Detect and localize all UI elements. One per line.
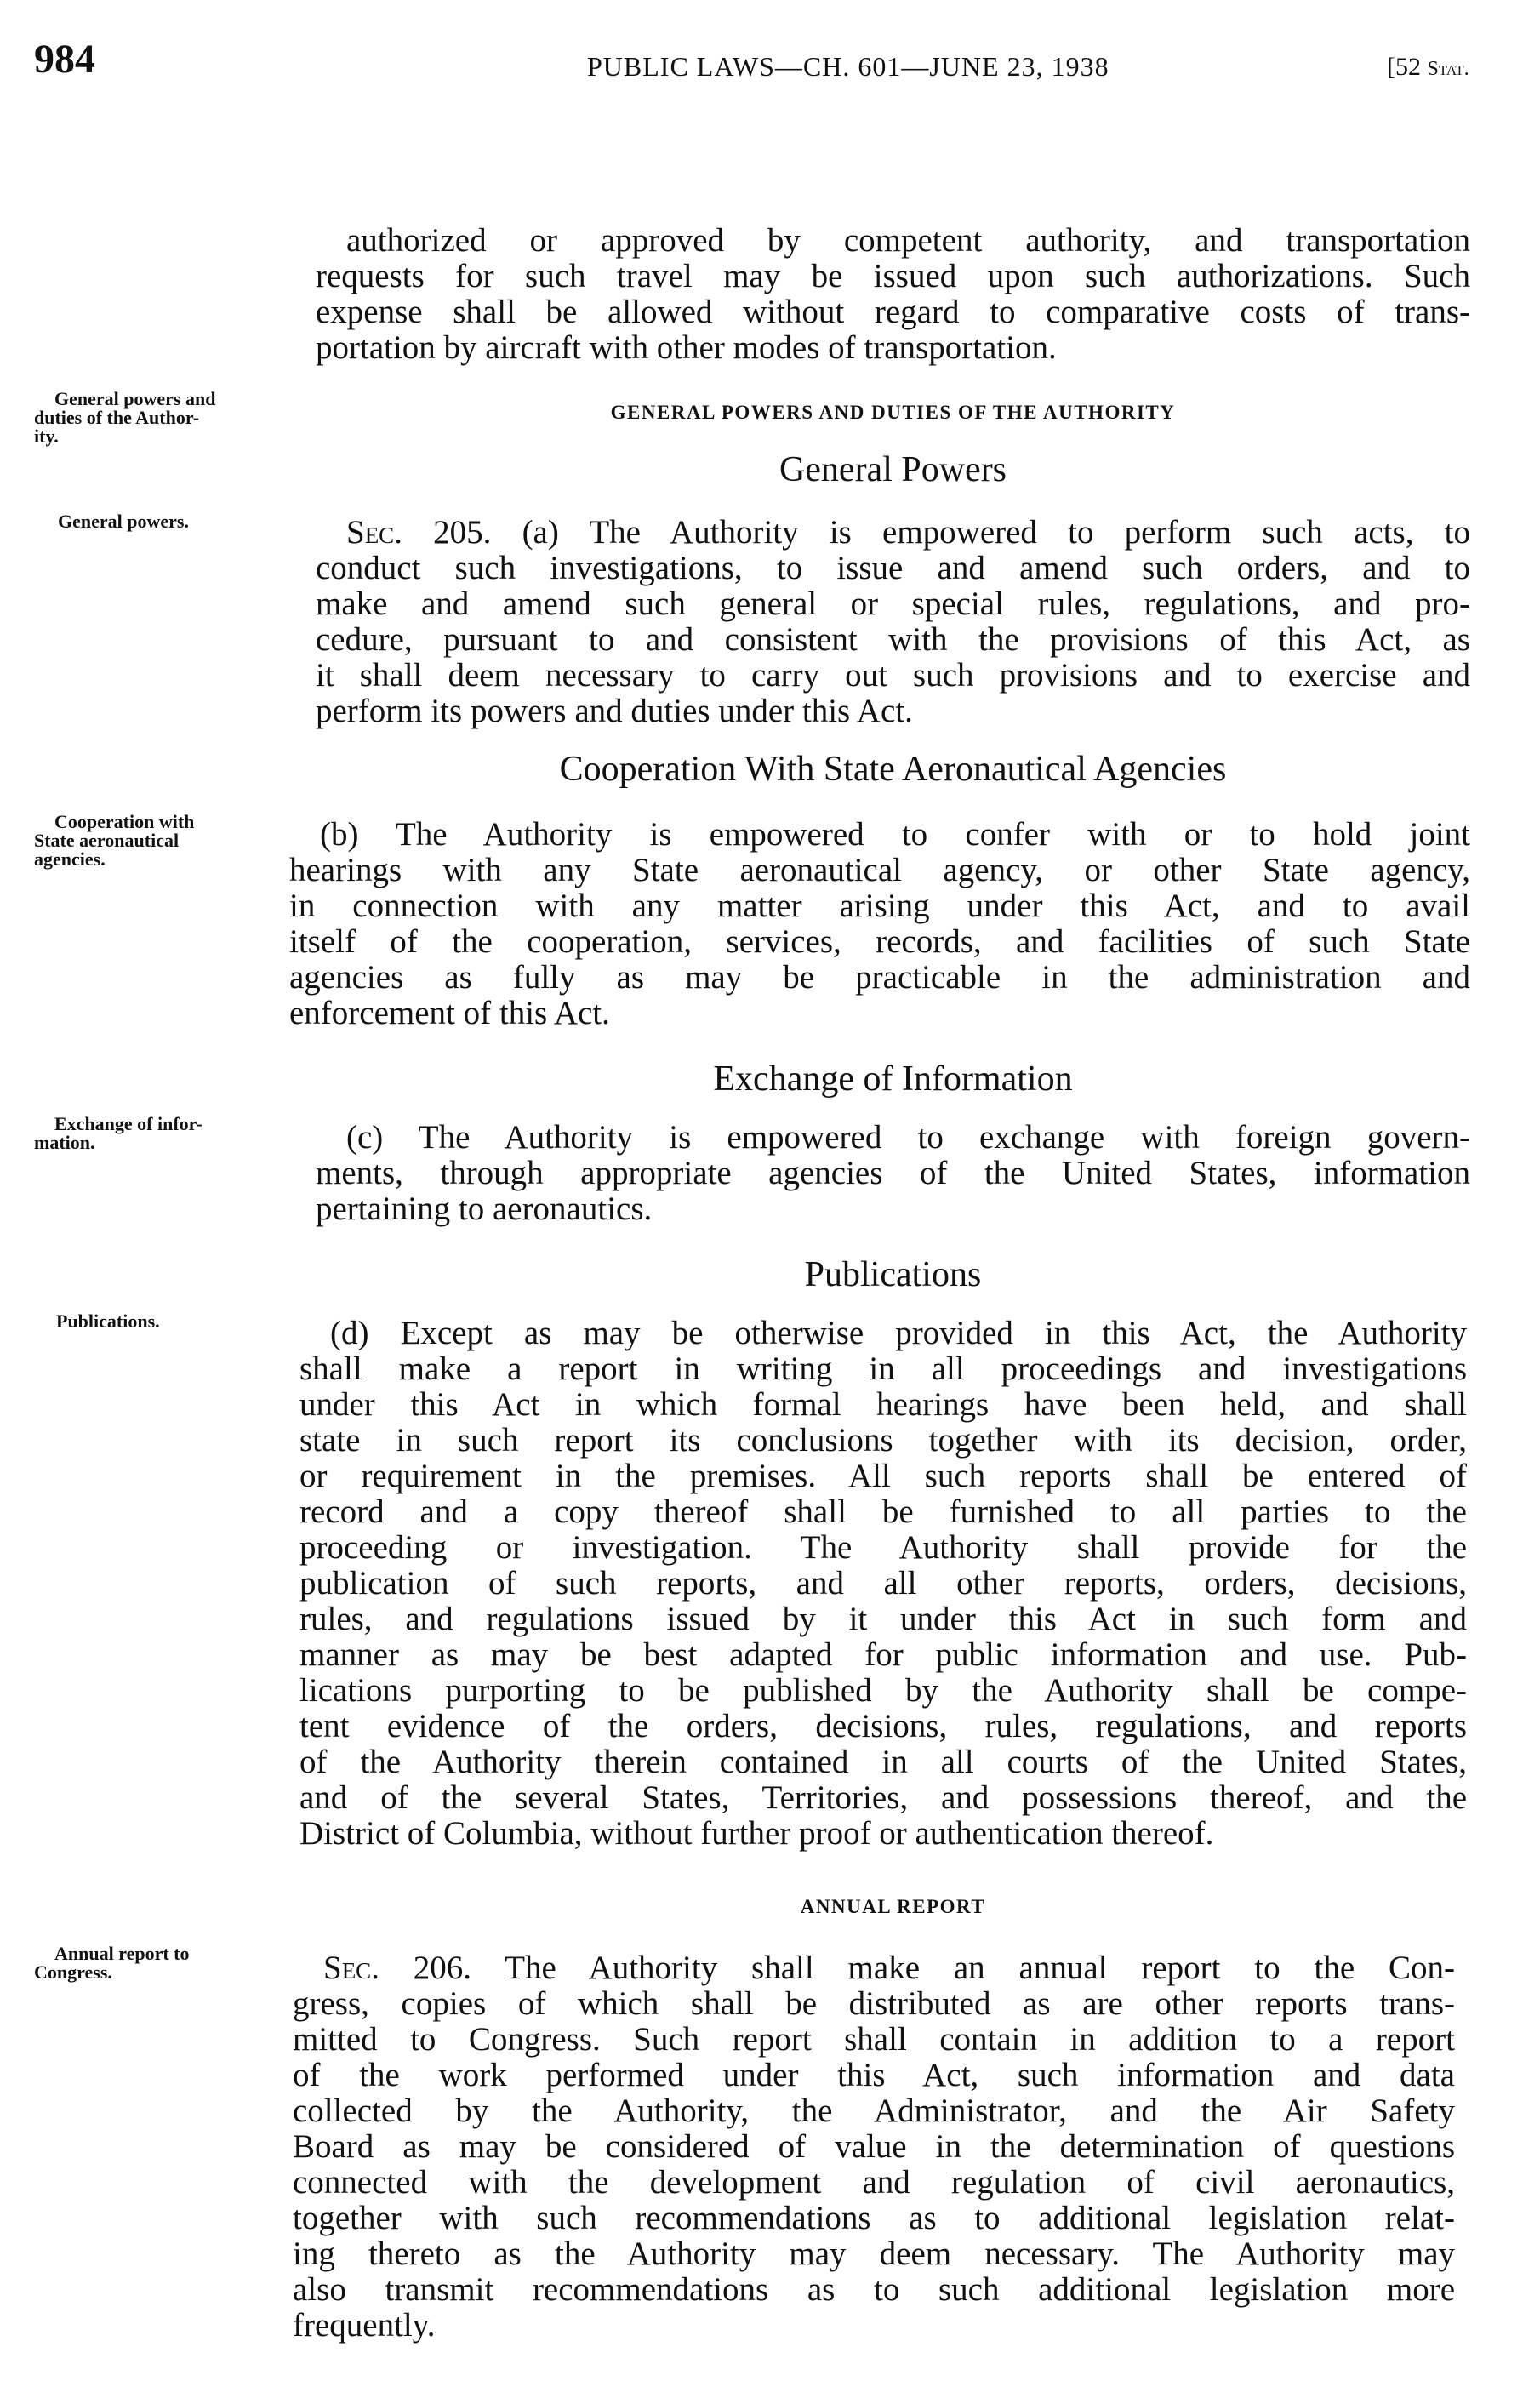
- margin-note-general-powers-duties: [34, 390, 289, 446]
- text-line: authorized or approved by competent authority, and transportation: [346, 222, 1470, 259]
- text-line: itself of the cooperation, services, records, and facilities of such State: [289, 923, 1470, 960]
- text-line: together with such recommendations as to additional legislation relat-: [293, 2200, 1455, 2236]
- stat-bracket: [52: [1387, 53, 1428, 81]
- text-line: also transmit recommendations as to such additional legislation more: [293, 2271, 1455, 2308]
- text-line: enforcement of this Act.: [289, 995, 610, 1031]
- heading-annual-report: ANNUAL REPORT: [800, 1896, 986, 1917]
- line-text: 206. The Authority shall make an annual report to the Con-: [379, 1950, 1455, 1986]
- text-line: expense shall be allowed without regard to comparative costs of trans-: [316, 294, 1470, 330]
- subheading-publications: Publications: [804, 1255, 982, 1294]
- text-line: [316, 515, 1470, 551]
- line-text: 205. (a) The Authority is empowered to perform such acts, to: [402, 514, 1470, 551]
- text-line: (b) The Authority is empowered to confer with or to hold joint: [320, 816, 1470, 853]
- margin-note-line: Cooperation with: [54, 811, 195, 832]
- paragraph-d: [299, 1316, 1467, 1852]
- subheading-cooperation: Cooperation With State Aeronautical Agencies: [559, 750, 1227, 789]
- margin-note-line: Exchange of infor-: [54, 1113, 202, 1134]
- text-line: ments, through appropriate agencies of the United States, information: [316, 1155, 1470, 1191]
- margin-note-line: State aeronautical: [34, 830, 180, 851]
- text-line: proceeding or investigation. The Authority shall provide for the: [299, 1529, 1467, 1566]
- margin-note-line: duties of the Author-: [34, 407, 200, 428]
- text-line: record and a copy thereof shall be furnished to all parties to the: [299, 1493, 1467, 1530]
- text-line: shall make a report in writing in all proceedings and investigations: [299, 1350, 1467, 1387]
- text-line: publication of such reports, and all other reports, orders, decisions,: [299, 1565, 1467, 1602]
- text-line: conduct such investigations, to issue and amend such orders, and to: [316, 550, 1470, 586]
- heading-general-powers-duties: GENERAL POWERS AND DUTIES OF THE AUTHORITY: [610, 402, 1176, 423]
- text-line: pertaining to aeronautics.: [316, 1190, 653, 1227]
- text-line: or requirement in the premises. All such reports shall be entered of: [299, 1458, 1467, 1494]
- margin-note-line: Congress.: [34, 1961, 112, 1983]
- text-line: requests for such travel may be issued upon such authorizations. Such: [316, 258, 1470, 294]
- text-line: lications purporting to be published by the Authority shall be compe-: [299, 1672, 1467, 1709]
- text-line: frequently.: [293, 2307, 436, 2344]
- text-line: Board as may be considered of value in the determination of questions: [293, 2128, 1455, 2165]
- paragraph-intro: [316, 223, 1470, 366]
- text-line: tent evidence of the orders, decisions, rules, regulations, and reports: [299, 1708, 1467, 1744]
- text-line: agencies as fully as may be practicable in the administration and: [289, 959, 1470, 996]
- margin-note-annual-report: [34, 1944, 289, 1982]
- running-head: PUBLIC LAWS—CH. 601—JUNE 23, 1938: [587, 51, 1109, 82]
- paragraph-sec-206: [293, 1950, 1455, 2344]
- page-number: 984: [34, 37, 95, 82]
- text-line: make and amend such general or special rules, regulations, and pro-: [316, 585, 1470, 622]
- margin-note-line: Annual report to: [54, 1943, 190, 1964]
- text-line: in connection with any matter arising under this Act, and to avail: [289, 888, 1470, 924]
- text-line: gress, copies of which shall be distributed as are other reports trans-: [293, 1985, 1455, 2022]
- text-line: District of Columbia, without further proof or authentication thereof.: [299, 1815, 1214, 1852]
- section-prefix: Sec.: [346, 514, 402, 551]
- margin-note-line: mation.: [34, 1132, 95, 1153]
- text-line: hearings with any State aeronautical agency, or other State agency,: [289, 852, 1470, 888]
- text-line: state in such report its conclusions together with its decision, order,: [299, 1422, 1467, 1459]
- margin-note-publications: Publications.: [56, 1310, 160, 1332]
- paragraph-c: [316, 1120, 1470, 1227]
- text-line: ing thereto as the Authority may deem necessary. The Authority may: [293, 2235, 1455, 2272]
- text-line: rules, and regulations issued by it under this Act in such form and: [299, 1601, 1467, 1637]
- text-line: perform its powers and duties under this Act.: [316, 693, 913, 729]
- statute-reference: [1387, 53, 1469, 82]
- margin-note-line: General powers and: [54, 388, 216, 409]
- text-line: under this Act in which formal hearings have been held, and shall: [299, 1386, 1467, 1423]
- text-line: collected by the Authority, the Administrator, and the Air Safety: [293, 2093, 1455, 2129]
- text-line: connected with the development and regulation of civil aeronautics,: [293, 2164, 1455, 2201]
- stat-label: Stat.: [1427, 58, 1469, 80]
- text-line: (d) Except as may be otherwise provided in this Act, the Authority: [330, 1315, 1467, 1351]
- text-line: mitted to Congress. Such report shall contain in addition to a report: [293, 2021, 1455, 2058]
- text-line: of the work performed under this Act, such information and data: [293, 2057, 1455, 2093]
- text-line: portation by aircraft with other modes of transportation.: [316, 329, 1057, 366]
- section-prefix: Sec.: [323, 1950, 379, 1986]
- subheading-general-powers: General Powers: [779, 450, 1007, 489]
- text-line: of the Authority therein contained in all courts of the United States,: [299, 1744, 1467, 1780]
- text-line: it shall deem necessary to carry out such provisions and to exercise and: [316, 657, 1470, 694]
- text-line: manner as may be best adapted for public information and use. Pub-: [299, 1636, 1467, 1673]
- text-line: (c) The Authority is empowered to exchange with foreign govern-: [346, 1119, 1470, 1156]
- margin-note-line: agencies.: [34, 848, 106, 870]
- text-line: [293, 1950, 1455, 1986]
- subheading-exchange: Exchange of Information: [713, 1059, 1073, 1099]
- text-line: and of the several States, Territories, and possessions thereof, and the: [299, 1779, 1467, 1816]
- margin-note-cooperation: [34, 813, 289, 869]
- margin-note-exchange: [34, 1115, 289, 1152]
- paragraph-b: [289, 817, 1470, 1031]
- paragraph-sec-205-a: [316, 515, 1470, 729]
- text-line: cedure, pursuant to and consistent with the provisions of this Act, as: [316, 621, 1470, 658]
- margin-note-general-powers: General powers.: [58, 511, 189, 532]
- margin-note-line: ity.: [34, 425, 59, 447]
